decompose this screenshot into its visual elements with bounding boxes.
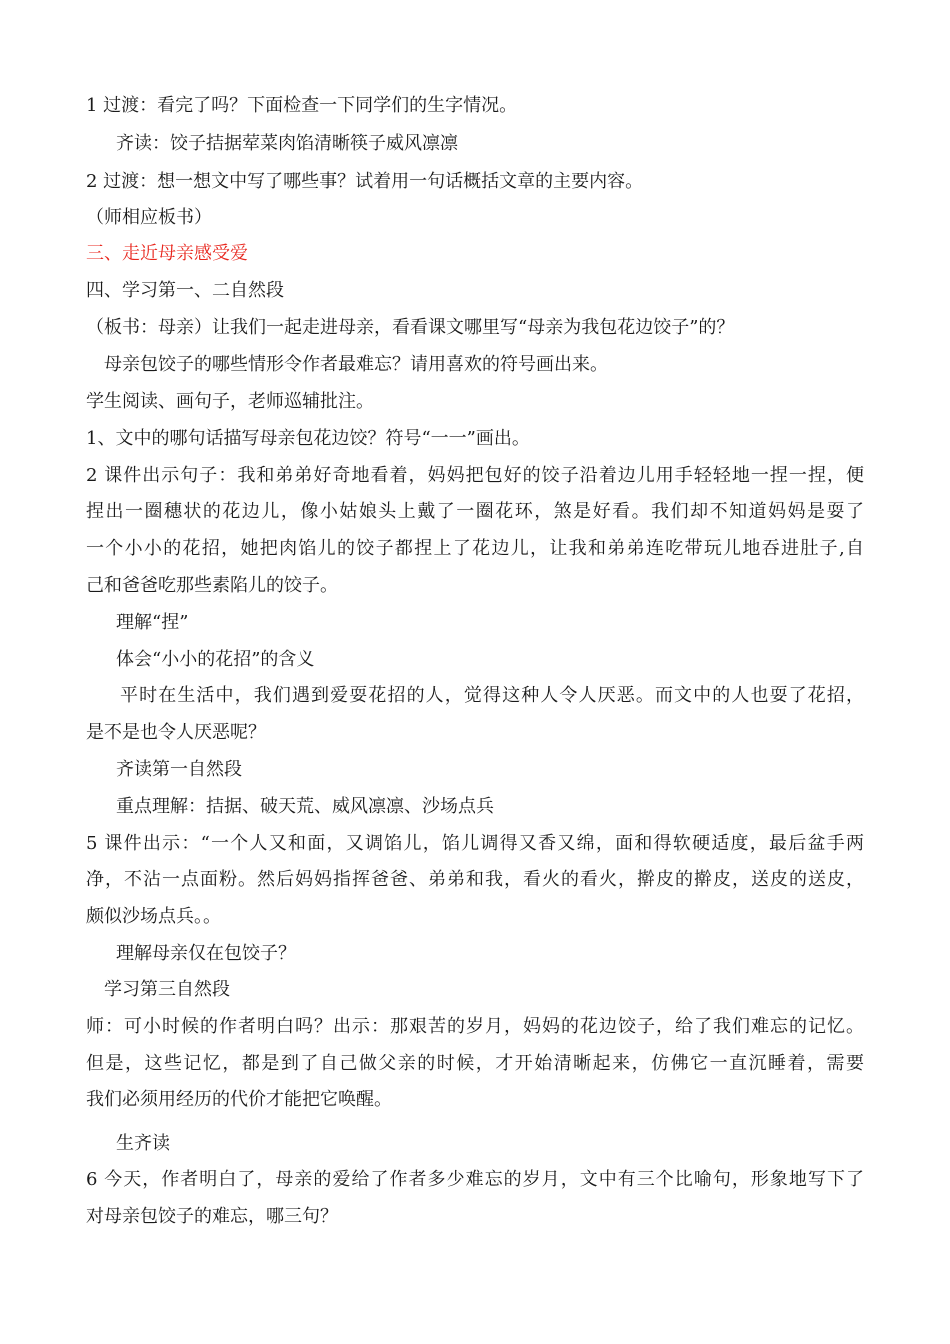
paragraph-item-5-line-1: 5 课件出示：“一个人又和面，又调馅儿，馅儿调得又香又绵，面和得软硬适度，最后盆手两 [86,833,864,854]
paragraph-transition-1: 1 过渡：看完了吗？下面检查一下同学们的生字情况。 [86,95,518,116]
paragraph-item-2-line-4: 己和爸爸吃那些素陷儿的饺子。 [86,575,338,596]
paragraph-read-first-section: 齐读第一自然段 [116,759,242,780]
paragraph-students-read: 学生阅读、画句子，老师巡辅批注。 [86,391,374,412]
paragraph-item-5-line-2: 净，不沾一点面粉。然后妈妈指挥爸爸、弟弟和我，看火的看火，擀皮的擀皮，送皮的送皮， [86,869,864,890]
paragraph-teacher-line-2: 但是，这些记忆，都是到了自己做父亲的时候，才开始清晰起来，仿佛它一直沉睡着，需要 [86,1053,864,1074]
paragraph-item-2-line-1: 2 课件出示句子：我和弟弟好奇地看着，妈妈把包好的饺子沿着边儿用手轻轻地一捏一捏，便 [86,465,864,486]
paragraph-board-mother: （板书：母亲）让我们一起走进母亲，看看课文哪里写“母亲为我包花边饺子”的？ [86,317,735,338]
paragraph-teacher-line-3: 我们必须用经历的代价才能把它唤醒。 [86,1089,392,1110]
paragraph-read-together-words: 齐读：饺子拮据荤菜肉馅清晰筷子威风凛凛 [116,133,458,154]
paragraph-meaning-trick: 体会“小小的花招”的含义 [116,649,315,670]
section-heading-four: 四、学习第一、二自然段 [86,280,284,301]
paragraph-understand-mother: 理解母亲仅在包饺子？ [116,943,296,964]
paragraph-daily-life-line-1: 平时在生活中，我们遇到爱耍花招的人，觉得这种人令人厌恶。而文中的人也耍了花招， [120,685,864,706]
paragraph-item-6-line-2: 对母亲包饺子的难忘，哪三句？ [86,1206,338,1227]
paragraph-students-read-together: 生齐读 [116,1133,170,1154]
paragraph-question: 母亲包饺子的哪些情形令作者最难忘？请用喜欢的符号画出来。 [104,354,608,375]
paragraph-item-5-line-3: 颇似沙场点兵。。 [86,906,221,927]
paragraph-item-2-line-3: 一个小小的花招，她把肉馅儿的饺子都捏上了花边儿，让我和弟弟连吃带玩儿地吞进肚子,自 [86,538,864,559]
paragraph-board-note: （师相应板书） [86,207,212,228]
paragraph-item-2-line-2: 捏出一圈穗状的花边儿，像小姑娘头上戴了一圈花环，煞是好看。我们却不知道妈妈是耍了 [86,501,864,522]
paragraph-understand-pinch: 理解“捏” [116,612,189,633]
section-heading-three: 三、走近母亲感受爱 [86,243,248,264]
paragraph-item-1: 1、文中的哪句话描写母亲包花边饺？符号“一一”画出。 [86,428,530,449]
paragraph-daily-life-line-2: 是不是也令人厌恶呢？ [86,722,266,743]
paragraph-transition-2: 2 过渡：想一想文中写了哪些事？试着用一句话概括文章的主要内容。 [86,171,644,192]
paragraph-key-words: 重点理解：拮据、破天荒、威风凛凛、沙场点兵 [116,796,494,817]
paragraph-teacher-line-1: 师：可小时候的作者明白吗？出示：那艰苦的岁月，妈妈的花边饺子，给了我们难忘的记忆。 [86,1016,864,1037]
paragraph-third-section: 学习第三自然段 [104,979,230,1000]
paragraph-item-6-line-1: 6 今天，作者明白了，母亲的爱给了作者多少难忘的岁月，文中有三个比喻句，形象地写下了 [86,1169,864,1190]
